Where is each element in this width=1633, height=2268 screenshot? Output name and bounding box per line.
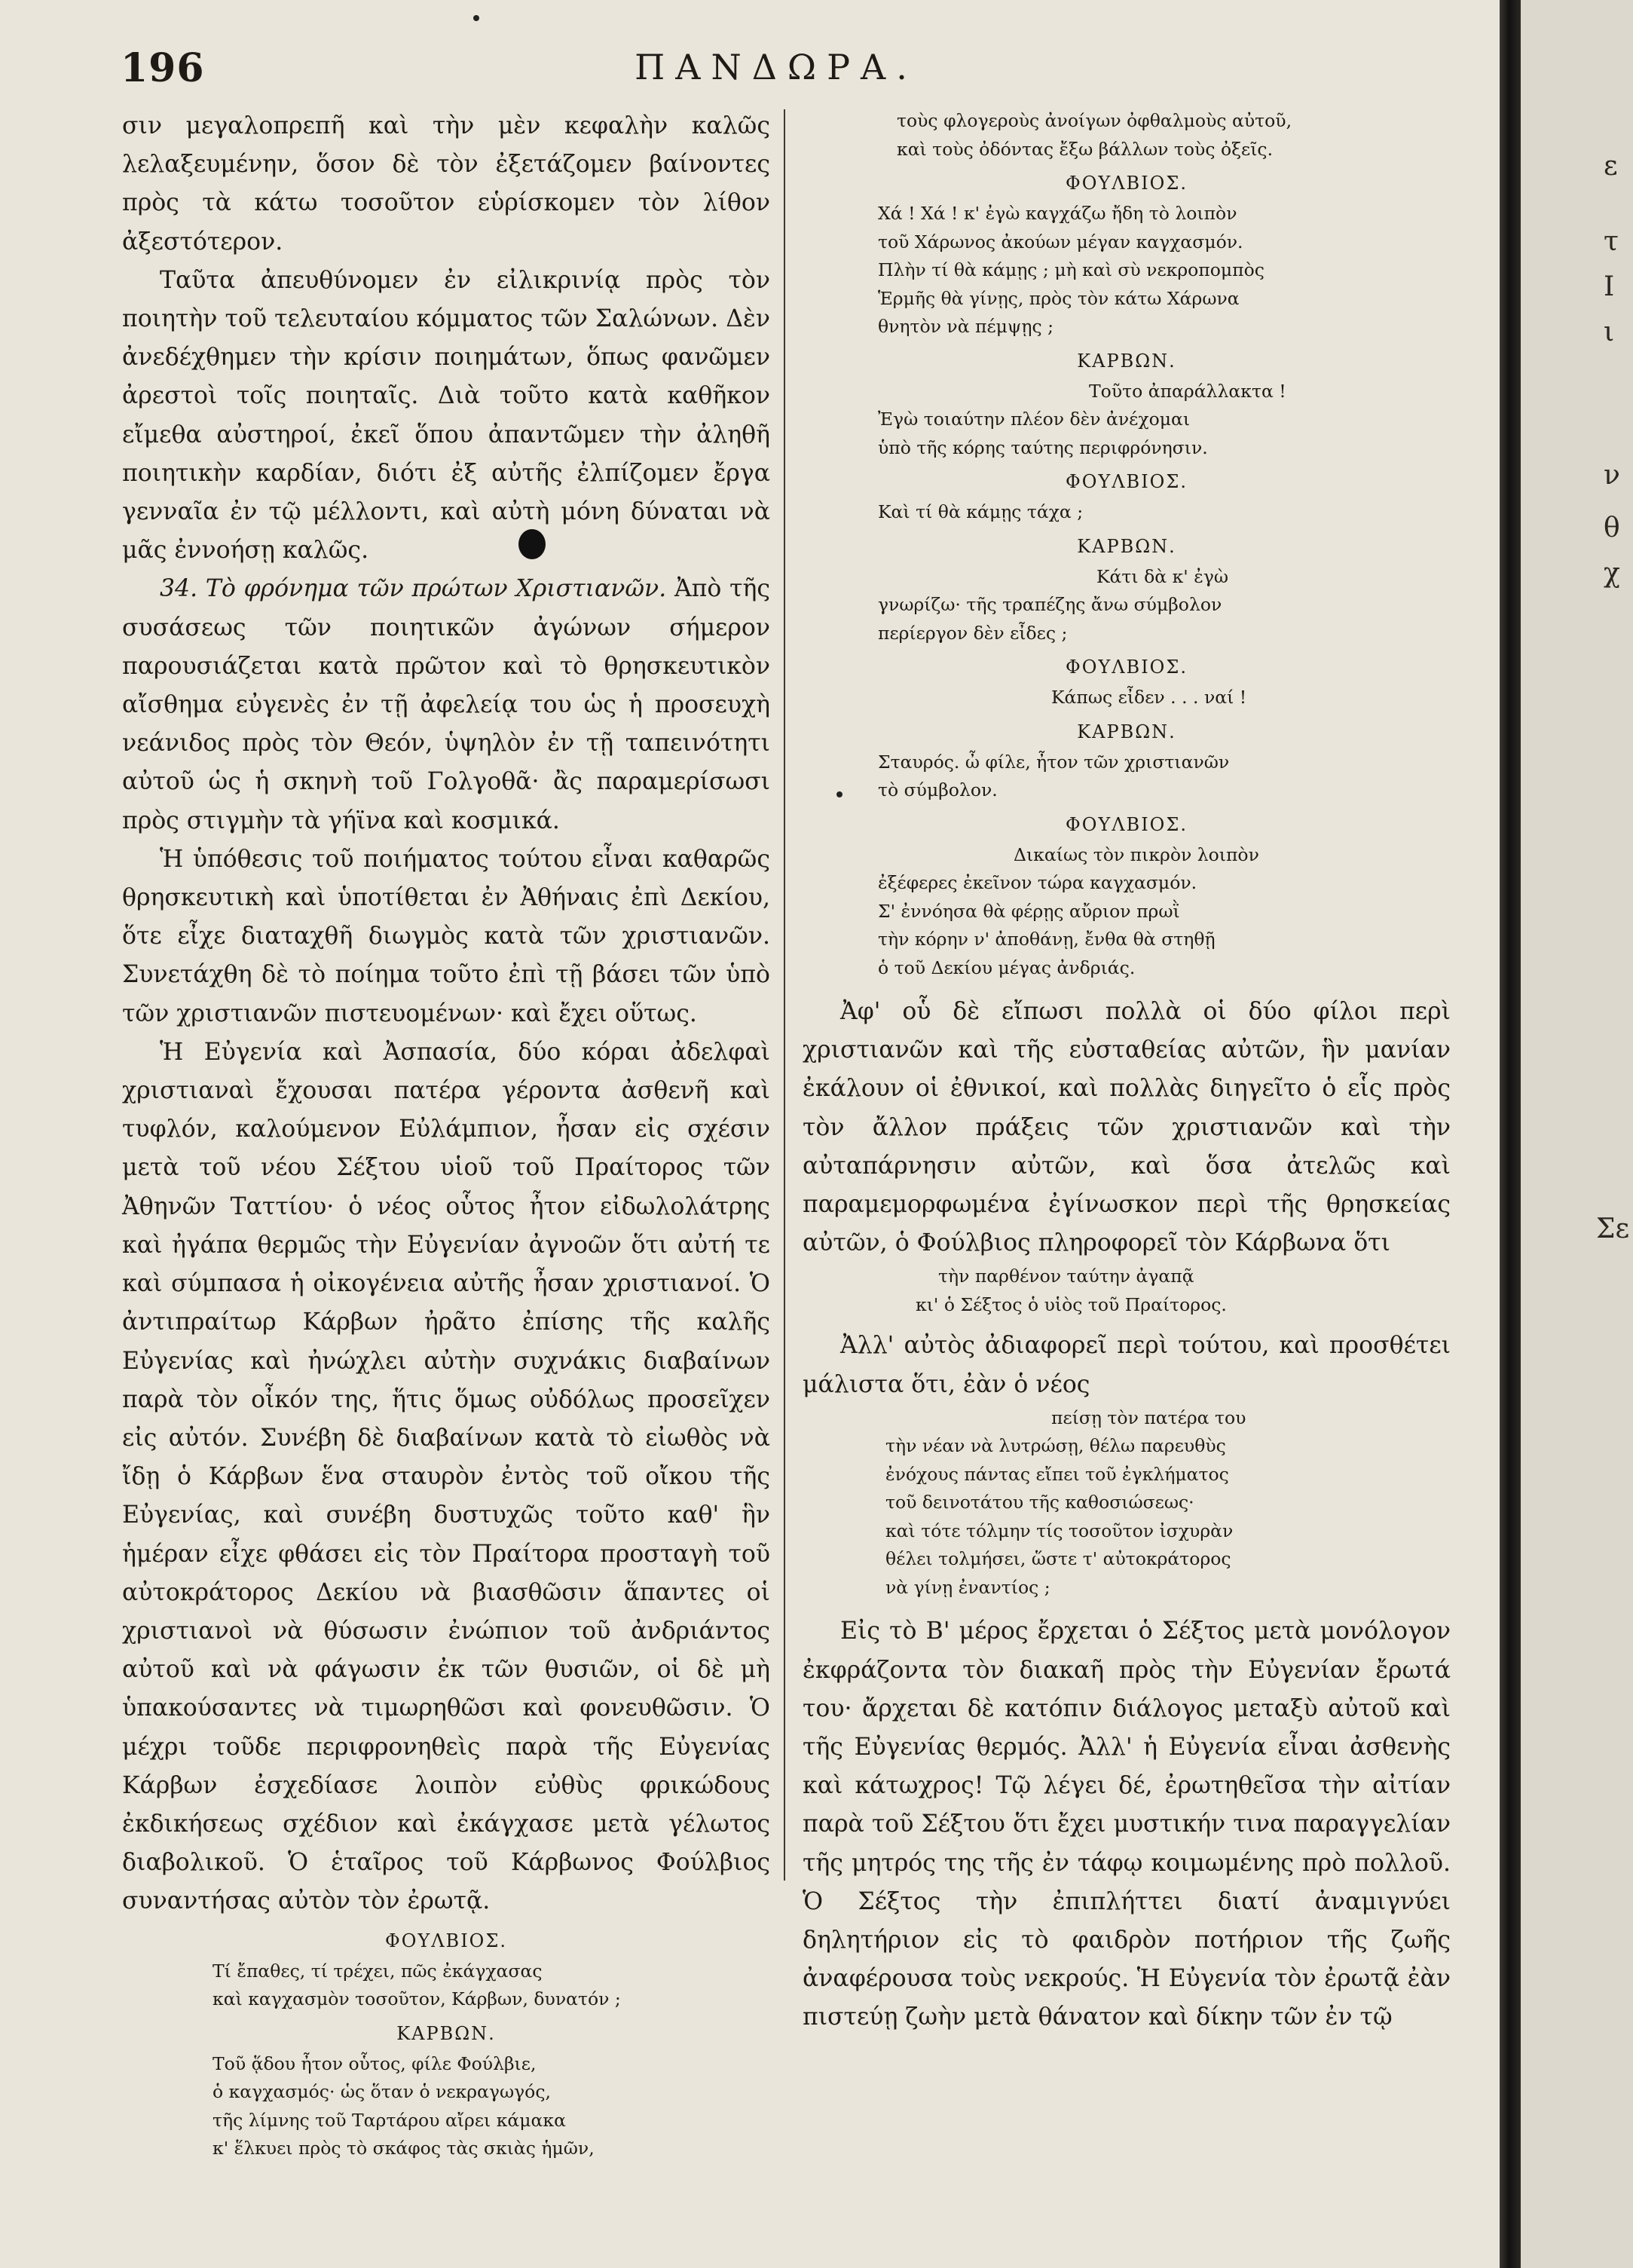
ink-speck xyxy=(473,15,479,21)
verse-line: Καὶ τί θὰ κάμῃς τάχα ; xyxy=(878,501,1084,522)
paragraph: Ἀφ' οὗ δὲ εἴπωσι πολλὰ οἱ δύο φίλοι περὶ χριστιανῶν καὶ τῆς εὐσταθείας αὐτῶν, ἣν μανίαν ἐκάλουν οἱ ἐθνικοί, καὶ πολλὰς διηγεῖτο ὁ εἷς πρὸς τὸν ἄλλον πράξεις τῶν χριστιανῶν καὶ τὴν αὐταπάρνησιν αὐτῶν, καὶ ὅσα ἀτελῶς καὶ παραμεμορφωμένα ἐγίνωσκον περὶ τῆς θρησκείας αὐτῶν, ὁ Φούλβιος πληροφορεῖ τὸν Κάρβωνα ὅτι xyxy=(803,998,1451,1257)
left-column xyxy=(122,107,770,2163)
paragraph: Ἡ ὑπόθεσις τοῦ ποιήματος τούτου εἶναι καθαρῶς θρησκευτικὴ καὶ ὑποτίθεται ἐν Ἀθήναις ἐπὶ Δεκίου, ὅτε εἶχε διαταχθῆ διωγμὸς κατὰ τῶν χριστιανῶν. Συνετάχθη δὲ τὸ ποίημα τοῦτο ἐπὶ τῇ βάσει τῶν ὑπὸ τῶν χριστιανῶν πιστευομένων· καὶ ἔχει οὕτως. xyxy=(122,845,770,1027)
section-title: 34. Τὸ φρόνημα τῶν πρώτων Χριστιανῶν. xyxy=(160,575,667,603)
facing-page-fragment: Σε xyxy=(1596,1214,1630,1244)
verse-line: Σταυρός. ὦ φίλε, ἦτον τῶν χριστιανῶν xyxy=(878,751,1230,773)
verse-line: Δικαίως τὸν πικρὸν λοιπὸν xyxy=(1014,843,1259,865)
verse-line: θνητὸν νὰ πέμψῃς ; xyxy=(878,316,1053,337)
running-title: ΠΑΝΔΩΡΑ. xyxy=(635,47,918,87)
section-text: Ἀπὸ τῆς συσάσεως τῶν ποιητικῶν ἀγώνων σήμερον παρουσιάζεται κατὰ πρῶτον καὶ τὸ θρησκευτικὸν αἴσθημα εὐγενὲς ἐν τῇ ἀφελείᾳ του ὡς ἡ προσευχὴ νεάνιδος πρὸς τὸν Θεόν, ὑψηλὸν ἐν τῇ ταπεινότητι αὐτοῦ ὡς ἡ σκηνὴ τοῦ Γολγοθᾶ· ἂς παραμερίσωσι πρὸς στιγμὴν τὰ γήϊνα καὶ κοσμικά. xyxy=(122,575,771,834)
verse-line: ὑπὸ τῆς κόρης ταύτης περιφρόνησιν. xyxy=(878,436,1208,458)
speaker-label: ΦΟΥΛΒΙΟΣ. xyxy=(385,1930,507,1951)
paragraph: Ἀλλ' αὐτὸς ἀδιαφορεῖ περὶ τούτου, καὶ προσθέτει μάλιστα ὅτι, ἐὰν ὁ νέος xyxy=(803,1332,1451,1398)
verse-line: Ἑρμῆς θὰ γίνῃς, πρὸς τὸν κάτω Χάρωνα xyxy=(878,287,1240,309)
verse-line: τῆς λίμνης τοῦ Ταρτάρου αἴρει κάμακα xyxy=(213,2109,566,2131)
right-column xyxy=(803,107,1451,2037)
verse-line: Ἐγὼ τοιαύτην πλέον δὲν ἀνέχομαι xyxy=(878,409,1191,430)
speaker-label: ΚΑΡΒΩΝ. xyxy=(1077,350,1176,372)
verse-line: νὰ γίνῃ ἐναντίος ; xyxy=(885,1576,1050,1598)
facing-page-edge xyxy=(1521,0,1633,2268)
verse-line: τὸ σύμβολον. xyxy=(878,779,998,800)
facing-page-fragment: ε xyxy=(1604,151,1618,182)
column-divider xyxy=(784,109,785,1881)
facing-page-fragment: ν xyxy=(1604,460,1620,491)
page-header xyxy=(121,45,1432,98)
speaker-label: ΦΟΥΛΒΙΟΣ. xyxy=(1066,813,1188,835)
verse-line: ὁ τοῦ Δεκίου μέγας ἀνδριάς. xyxy=(878,956,1136,978)
paragraph: σιν μεγαλοπρεπῆ καὶ τὴν μὲν κεφαλὴν καλῶς λελαξευμένην, ὅσον δὲ τὸν ἐξετάζομεν βαίνοντες πρὸς τὰ κάτω τοσοῦτον εὑρίσκομεν τὸν λίθον ἀξεστότερον. xyxy=(122,112,770,256)
verse-line: γνωρίζω· τῆς τραπέζης ἄνω σύμβολον xyxy=(878,594,1222,615)
facing-page-fragment: θ xyxy=(1604,513,1620,543)
facing-page-fragment: τ xyxy=(1604,226,1619,257)
verse-line: καὶ τοὺς ὀδόντας ἔξω βάλλων τοὺς ὀξεῖς. xyxy=(897,138,1274,160)
verse-line: τοὺς φλογεροὺς ἀνοίγων ὀφθαλμοὺς αὐτοῦ, xyxy=(897,110,1292,131)
speaker-label: ΚΑΡΒΩΝ. xyxy=(396,2022,496,2044)
verse-line: καὶ καγχασμὸν τοσοῦτον, Κάρβων, δυνατόν ; xyxy=(213,1988,621,2010)
verse-line: Τοῦ ᾅδου ἦτον οὗτος, φίλε Φούλβιε, xyxy=(213,2052,537,2074)
speaker-label: ΚΑΡΒΩΝ. xyxy=(1077,721,1176,742)
verse-line: περίεργον δὲν εἶδες ; xyxy=(878,622,1068,644)
verse-line: τὴν παρθένον ταύτην ἀγαπᾷ xyxy=(938,1266,1194,1287)
speaker-label: ΦΟΥΛΒΙΟΣ. xyxy=(1066,471,1188,492)
verse-line: Κάτι δὰ κ' ἐγὼ xyxy=(1096,565,1229,587)
paragraph: Εἰς τὸ Β' μέρος ἔρχεται ὁ Σέξτος μετὰ μονόλογον ἐκφράζοντα τὸν διακαῆ πρὸς τὴν Εὐγενίαν ἔρωτά του· ἄρχεται δὲ κατόπιν διάλογος μεταξὺ αὐτοῦ καὶ τῆς Εὐγενίας θερμός. Ἀλλ' ἡ Εὐγενία εἶναι ἀσθενὴς καὶ κάτωχρος! Τῷ λέγει δέ, ἐρωτηθεῖσα τὴν αἰτίαν παρὰ τοῦ Σέξτου ὅτι ἔχει μυστικήν τινα παραγγελίαν τῆς μητρός της τῆς ἐν τάφῳ κοιμωμένης πρὸ πολλοῦ. Ὁ Σέξτος τὴν ἐπιπλήττει διατί ἀναμιγνύει δηλητήριον εἰς τὸ φαιδρὸν ποτήριον τῆς ζωῆς ἀναφέρουσα τοὺς νεκρούς. Ἡ Εὐγενία τὸν ἐρωτᾷ ἐὰν πιστεύῃ ζωὴν μετὰ θάνατον καὶ δίκην τῶν ἐν τῷ xyxy=(803,1618,1451,2031)
verse-line: τὴν νέαν νὰ λυτρώσῃ, θέλω παρευθὺς xyxy=(885,1435,1226,1457)
speaker-label: ΦΟΥΛΒΙΟΣ. xyxy=(1066,173,1188,194)
verse-line: Κάπως εἶδεν . . . ναί ! xyxy=(1051,687,1247,708)
paragraph: Ταῦτα ἀπευθύνομεν ἐν εἰλικρινίᾳ πρὸς τὸν ποιητὴν τοῦ τελευταίου κόμματος τῶν Σαλώνων. Δὲν ἀνεδέχθημεν τὴν κρίσιν ποιημάτων, ὅπως φανῶμεν ἀρεστοὶ τοῖς ποιηταῖς. Διὰ τοῦτο κατὰ καθῆκον εἴμεθα αὐστηροί, ἐκεῖ ὅπου ἀπαντῶμεν τὴν ἀληθῆ ποιητικὴν καρδίαν, διότι ἐξ αὐτῆς ἐλπίζομεν ἔργα γενναῖα ἐν τῷ μέλλοντι, καὶ αὐτὴ μόνη δύναται νὰ μᾶς ἐννοήσῃ καλῶς. xyxy=(122,266,770,565)
speaker-label: ΚΑΡΒΩΝ. xyxy=(1077,535,1176,557)
verse-line: ὁ καγχασμός· ὡς ὅταν ὁ νεκραγωγός, xyxy=(213,2081,551,2103)
verse-line: κι' ὁ Σέξτος ὁ υἱὸς τοῦ Πραίτορος. xyxy=(916,1293,1227,1315)
facing-page-fragment: Ι xyxy=(1604,271,1615,302)
speaker-label: ΦΟΥΛΒΙΟΣ. xyxy=(1066,657,1188,678)
verse-line: Χά ! Χά ! κ' ἐγὼ καγχάζω ἤδη τὸ λοιπὸν xyxy=(878,203,1237,224)
verse-line: κ' ἕλκυει πρὸς τὸ σκάφος τὰς σκιὰς ἡμῶν, xyxy=(213,2138,595,2159)
verse-line: τοῦ δεινοτάτου τῆς καθοσιώσεως· xyxy=(885,1492,1194,1514)
book-gutter xyxy=(1500,0,1521,2268)
facing-page-fragment: χ xyxy=(1604,558,1620,589)
verse-line: Πλὴν τί θὰ κάμῃς ; μὴ καὶ σὺ νεκροπομπὸς xyxy=(878,259,1265,280)
facing-page-fragment: ι xyxy=(1604,317,1615,347)
verse-line: ἐνόχους πάντας εἴπει τοῦ ἐγκλήματος xyxy=(885,1463,1229,1485)
verse-line: Σ' ἐννόησα θὰ φέρῃς αὔριον πρωῒ xyxy=(878,900,1180,922)
verse-line: καὶ τότε τόλμην τίς τοσοῦτον ἰσχυρὰν xyxy=(885,1520,1234,1541)
verse-line: Τοῦτο ἀπαράλλακτα ! xyxy=(1089,380,1286,402)
section-paragraph xyxy=(122,570,770,840)
verse-line: ἐξέφερες ἐκεῖνον τώρα καγχασμόν. xyxy=(878,872,1197,893)
verse-line: τοῦ Χάρωνος ἀκούων μέγαν καγχασμόν. xyxy=(878,231,1243,253)
verse-line: θέλει τολμήσει, ὥστε τ' αὐτοκράτορος xyxy=(885,1548,1231,1570)
verse-line: Τί ἔπαθες, τί τρέχει, πῶς ἐκάγχασας xyxy=(213,1960,543,1982)
page-number: 196 xyxy=(121,45,205,91)
verse-line: πείσῃ τὸν πατέρα του xyxy=(1051,1406,1246,1428)
verse-line: τὴν κόρην ν' ἀποθάνῃ, ἔνθα θὰ στηθῇ xyxy=(878,929,1216,950)
paragraph: Ἡ Εὐγενία καὶ Ἀσπασία, δύο κόραι ἀδελφαὶ χριστιαναὶ ἔχουσαι πατέρα γέροντα ἀσθενῆ καὶ τυφλόν, καλούμενον Εὐλάμπιον, ἦσαν εἰς σχέσιν μετὰ τοῦ νέου Σέξτου υἱοῦ τοῦ Πραίτορος τῶν Ἀθηνῶν Ταττίου· ὁ νέος οὗτος ἦτον εἰδωλολάτρης καὶ ἠγάπα θερμῶς τὴν Εὐγενίαν ἀγνοῶν ὅτι αὐτή τε καὶ σύμπασα ἡ οἰκογένεια αὐτῆς ἦσαν χριστιανοί. Ὁ ἀντιπραίτωρ Κάρβων ἠρᾶτο ἐπίσης τῆς καλῆς Εὐγενίας καὶ ἠνώχλει αὐτὴν συχνάκις διαβαίνων παρὰ τὸν οἶκόν της, ἥτις ὅμως οὐδόλως προσεῖχεν εἰς αὐτόν. Συνέβη δὲ διαβαίνων κατὰ τὸ εἰωθὸς νὰ ἴδῃ ὁ Κάρβων ἕνα σταυρὸν ἐντὸς τοῦ οἴκου τῆς Εὐγενίας, καὶ συνέβη δυστυχῶς τοῦτο καθ' ἣν ἡμέραν εἶχε φθάσει εἰς τὸν Πραίτορα προσταγὴ τοῦ αὐτοκράτορος Δεκίου νὰ βιασθῶσιν ἅπαντες οἱ χριστιανοὶ νὰ θύσωσιν ἐνώπιον τοῦ ἀνδριάντος αὐτοῦ καὶ νὰ φάγωσιν ἐκ τῶν θυσιῶν, οἱ δὲ μὴ ὑπακούσαντες νὰ τιμωρηθῶσι καὶ φονευθῶσιν. Ὁ μέχρι τοῦδε περιφρονηθεὶς παρὰ τῆς Εὐγενίας Κάρβων ἐσχεδίασε λοιπὸν εὐθὺς φρικώδους ἐκδικήσεως σχέδιον καὶ ἐκάγχασε μετὰ γέλωτος διαβολικοῦ. Ὁ ἑταῖρος τοῦ Κάρβωνος Φούλβιος συναντήσας αὐτὸν τὸν ἐρωτᾷ. xyxy=(122,1038,770,1915)
